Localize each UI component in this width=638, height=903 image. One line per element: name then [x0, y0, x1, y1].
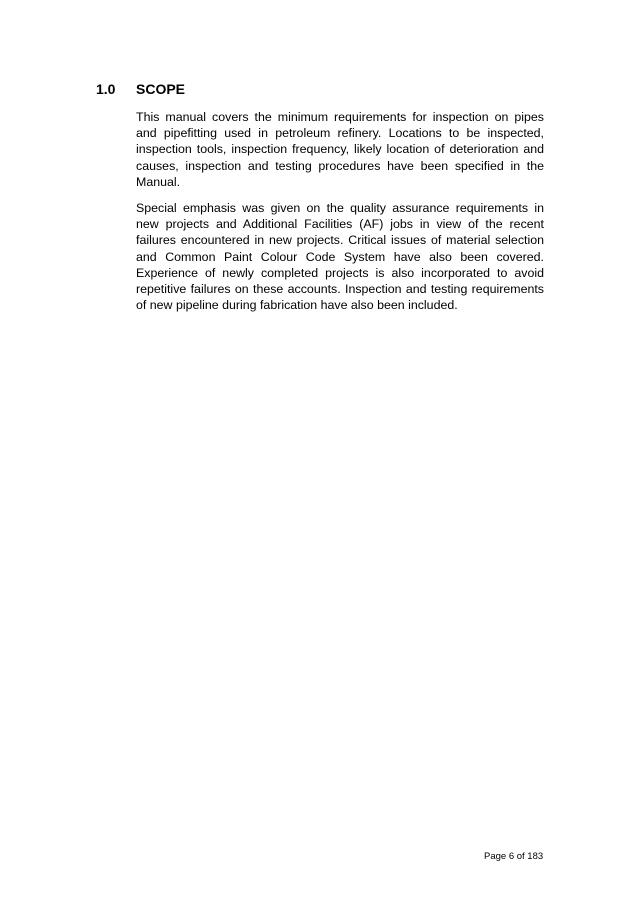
scope-paragraph-1: This manual covers the minimum requirements for inspection on pipes and pipefitting used in petroleum refinery. Locations to be inspected, inspection tools, inspection frequency, likely location of deterioration and causes, inspection and testing procedures have been specified in the Manual.: [136, 110, 544, 189]
section-title: SCOPE: [136, 81, 186, 97]
section-number: 1.0: [96, 81, 116, 97]
scope-paragraph-2: Special emphasis was given on the quality assurance requirements in new projects and Additional Facilities (AF) jobs in view of the recent failures encountered in new projects. Critical issues of material selection and Common Paint Colour Code System have also been covered. Experience of newly completed projects is also incorporated to avoid repetitive failures on these accounts. Inspection and testing requirements of new pipeline during fabrication have also been included.: [136, 201, 544, 313]
section-heading: [96, 80, 185, 98]
page-number: Page 6 of 183: [484, 851, 544, 862]
